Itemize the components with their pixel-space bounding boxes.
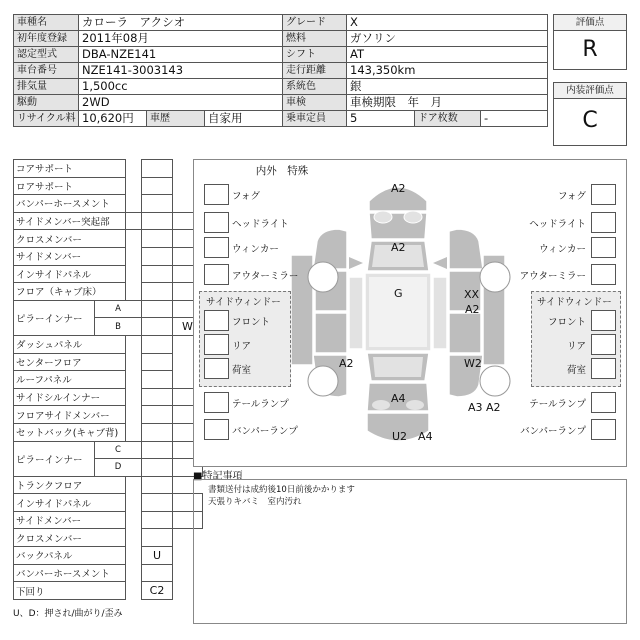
info-value: 5 [347,111,415,127]
wheel-shape [480,366,510,396]
left-lamp-checkbox[interactable] [204,184,229,205]
right-headlight-shape [404,211,422,223]
info-label: 系統色 [283,79,347,95]
right-lamp-label: アウターミラー [519,271,586,282]
info-label: シフト [283,47,347,63]
mark-left-rear-door: A2 [339,357,354,370]
mark-bonnet: A2 [391,182,406,195]
left-lamp-label: フォグ [232,191,261,202]
info-label: 乗車定員 [283,111,347,127]
info-label: 燃料 [283,31,347,47]
frame-label: バンパーホースメント [14,195,126,213]
left-lamp-label: アウターミラー [232,271,299,282]
right-rear-lamp-checkbox[interactable] [591,419,616,440]
frame-gap [126,388,142,406]
side-window-right-label: リア [566,341,586,352]
frame-cell [142,353,173,371]
info-value: DBA-NZE141 [79,47,283,63]
info-value: ガソリン [347,31,548,47]
info-label: 走行距離 [283,63,347,79]
wheel-shape [308,366,338,396]
remarks-title: ■特記事項 [193,471,243,482]
side-window-left-checkbox[interactable] [204,358,229,379]
info-value: NZE141-3003143 [79,63,283,79]
frame-label: ルーフパネル [14,371,126,389]
right-rear-lamp-checkbox[interactable] [591,392,616,413]
info-row [14,47,548,63]
frame-row [14,371,203,389]
info-label: 排気量 [14,79,79,95]
left-lamp-checkbox[interactable] [204,264,229,285]
frame-row [14,160,203,178]
left-tail-shape [372,400,390,410]
side-window-left-checkbox[interactable] [204,310,229,331]
info-value: 2WD [79,95,283,111]
frame-label: クロスメンバー [14,529,126,547]
frame-row [14,247,203,265]
frame-label: サイドメンバー突起部 [14,212,126,230]
mark-right-rear-door: W2 [464,357,482,370]
info-row [14,111,548,127]
frame-cell [142,511,173,529]
info-value: X [347,15,548,31]
frame-sub-label: D [95,459,142,477]
frame-gap [126,371,142,389]
info-label: 車歴 [147,111,205,127]
frame-sub-label: B [95,318,142,336]
frame-label: バックパネル [14,547,126,565]
remark-line-1: 書類送付は成約後10日前後かかります [208,485,355,495]
info-row [14,63,548,79]
right-lamp-label: フォグ [557,191,586,202]
frame-cell [142,388,173,406]
frame-cell [142,335,173,353]
frame-cell [142,177,173,195]
info-value: - [481,111,548,127]
frame-cell [142,195,173,213]
right-front-fender-shape [449,229,483,269]
info-row [14,95,548,111]
right-mirror-shape [433,257,447,269]
info-value: 自家用 [205,111,283,127]
frame-row [14,441,203,459]
frame-damage-table [13,159,203,600]
info-label: リサイクル料 [14,111,79,127]
frame-cell [142,318,173,336]
side-window-right-label: 荷室 [566,365,586,376]
frame-cell [142,265,173,283]
frame-gap [126,494,142,512]
frame-row [14,582,203,600]
frame-gap [126,335,142,353]
frame-row [14,406,203,424]
left-rear-lamp-checkbox[interactable] [204,392,229,413]
mark-right-front-door: A2 [465,303,480,316]
left-rear-lamp-checkbox[interactable] [204,419,229,440]
mark-right-upper: XX [464,288,480,301]
frame-row [14,547,203,565]
info-value: 10,620円 [79,111,147,127]
frame-gap [126,476,142,494]
frame-gap [126,529,142,547]
left-lamp-label: ウィンカー [232,244,279,255]
right-rear-door-shape [449,313,481,353]
info-value: 銀 [347,79,548,95]
diagram-title: 内外 特殊 [255,165,309,177]
frame-row [14,511,203,529]
frame-cell [142,529,173,547]
info-value: AT [347,47,548,63]
frame-row [14,177,203,195]
frame-gap [126,353,142,371]
left-lamp-checkbox[interactable] [204,212,229,233]
frame-gap [126,423,142,441]
frame-label: クロスメンバー [14,230,126,248]
info-value: 2011年08月 [79,31,283,47]
frame-cell [142,441,173,459]
remark-line-2: 天張りキバミ 室内汚れ [208,497,302,507]
vehicle-info-table [13,14,548,127]
info-label: 車種名 [14,15,79,31]
frame-row [14,564,203,582]
frame-cell [142,459,173,477]
side-window-left-checkbox[interactable] [204,334,229,355]
right-rear-lamp-label: バンパーランプ [520,426,586,437]
info-label: グレード [283,15,347,31]
info-value: 143,350km [347,63,548,79]
wheel-shape [480,262,510,292]
right-rear-lamp-label: テールランプ [529,399,586,410]
frame-label: ピラーインナー [14,300,95,335]
frame-row [14,529,203,547]
info-row [14,31,548,47]
left-lamp-checkbox[interactable] [204,237,229,258]
info-value: 1,500cc [79,79,283,95]
info-label: 車検 [283,95,347,111]
frame-row [14,494,203,512]
mark-right-rear-quarter: A3 A2 [468,401,501,414]
frame-row [14,283,203,301]
frame-cell [142,212,173,230]
wheel-shape [308,262,338,292]
mark-trunk: A4 [391,392,406,405]
frame-row [14,388,203,406]
side-window-right-title: サイドウィンドー [537,297,612,308]
frame-gap [126,283,142,301]
left-mirror-shape [349,257,363,269]
frame-label: センターフロア [14,353,126,371]
frame-label: ダッシュパネル [14,335,126,353]
right-tail-shape [406,400,424,410]
frame-sub-label: C [95,441,142,459]
frame-row [14,265,203,283]
frame-row [14,300,203,318]
frame-gap [126,406,142,424]
frame-label: サイドメンバー [14,247,126,265]
frame-row [14,335,203,353]
frame-cell [142,476,173,494]
left-rear-lamp-label: テールランプ [232,399,289,410]
side-window-left-label: 荷室 [232,365,252,376]
info-row [14,79,548,95]
frame-gap [126,177,142,195]
info-value: 車検期限 年 月 [347,95,548,111]
frame-label: フロアサイドメンバー [14,406,126,424]
frame-label: セットバック(キャブ背) [14,423,126,441]
frame-cell [142,564,173,582]
frame-label: ピラーインナー [14,441,95,476]
rear-window-glass-shape [373,357,423,377]
frame-cell: W [173,318,203,336]
right-lamp-checkbox[interactable] [591,237,616,258]
right-lamp-label: ヘッドライト [529,219,586,230]
frame-gap [126,230,142,248]
frame-gap [126,564,142,582]
frame-gap [126,511,142,529]
info-label: 車台番号 [14,63,79,79]
info-row [14,15,548,31]
frame-cell [142,494,173,512]
left-headlight-shape [374,211,392,223]
interior-grade-box [553,82,627,146]
interior-grade-label: 内装評価点 [554,83,626,99]
info-label: 初年度登録 [14,31,79,47]
frame-gap [126,582,142,600]
frame-label: コアサポート [14,160,126,178]
frame-cell [142,423,173,441]
frame-row [14,195,203,213]
frame-gap [126,160,142,178]
frame-sub-label: A [95,300,142,318]
side-window-right-checkbox[interactable] [591,334,616,355]
frame-label: ロアサポート [14,177,126,195]
right-side-glass-shape [433,277,447,349]
info-label: 駆動 [14,95,79,111]
frame-label: 下回り [14,582,126,600]
overall-grade-value: R [582,37,598,62]
mark-windshield: A2 [391,241,406,254]
left-side-glass-shape [349,277,363,349]
mark-rear-bumper: U2 A4 [392,430,433,443]
frame-row [14,212,203,230]
frame-cell [142,160,173,178]
frame-gap [126,265,142,283]
overall-grade-box [553,14,627,70]
side-window-left-label: リア [232,341,252,352]
right-lamp-checkbox[interactable] [591,184,616,205]
left-rear-door-shape [315,313,347,353]
frame-label: バンパーホースメント [14,564,126,582]
frame-cell [142,300,173,318]
frame-gap [126,195,142,213]
side-window-left-label: フロント [232,317,271,328]
info-label: 認定型式 [14,47,79,63]
interior-grade-value: C [582,108,598,133]
frame-label: インサイドパネル [14,494,126,512]
frame-legend: U、D：押され/曲がり/歪み [13,609,123,619]
frame-cell: U [142,547,173,565]
left-rear-lamp-label: バンパーランプ [232,426,298,437]
mark-roof: G [394,287,403,300]
right-lamp-checkbox[interactable] [591,212,616,233]
info-value: カローラ アクシオ [79,15,283,31]
right-lamp-checkbox[interactable] [591,264,616,285]
frame-cell [142,283,173,301]
frame-label: フロア（キャブ床） [14,283,126,301]
side-window-left-title: サイドウィンドー [206,297,281,308]
frame-cell [142,247,173,265]
frame-row [14,423,203,441]
overall-grade-label: 評価点 [554,15,626,31]
frame-cell [142,406,173,424]
frame-cell [142,230,173,248]
side-window-right-checkbox[interactable] [591,310,616,331]
frame-cell [126,212,142,230]
side-window-right-checkbox[interactable] [591,358,616,379]
frame-row [14,230,203,248]
right-lamp-label: ウィンカー [539,244,586,255]
frame-label: トランクフロア [14,476,126,494]
frame-label: サイドシルインナー [14,388,126,406]
info-label: ドア枚数 [415,111,481,127]
left-lamp-label: ヘッドライト [232,219,289,230]
frame-row [14,353,203,371]
frame-cell [142,371,173,389]
frame-gap [126,247,142,265]
frame-gap [126,547,142,565]
frame-label: サイドメンバー [14,511,126,529]
side-window-right-label: フロント [547,317,586,328]
frame-cell: C2 [142,582,173,600]
frame-row [14,476,203,494]
frame-label: インサイドパネル [14,265,126,283]
